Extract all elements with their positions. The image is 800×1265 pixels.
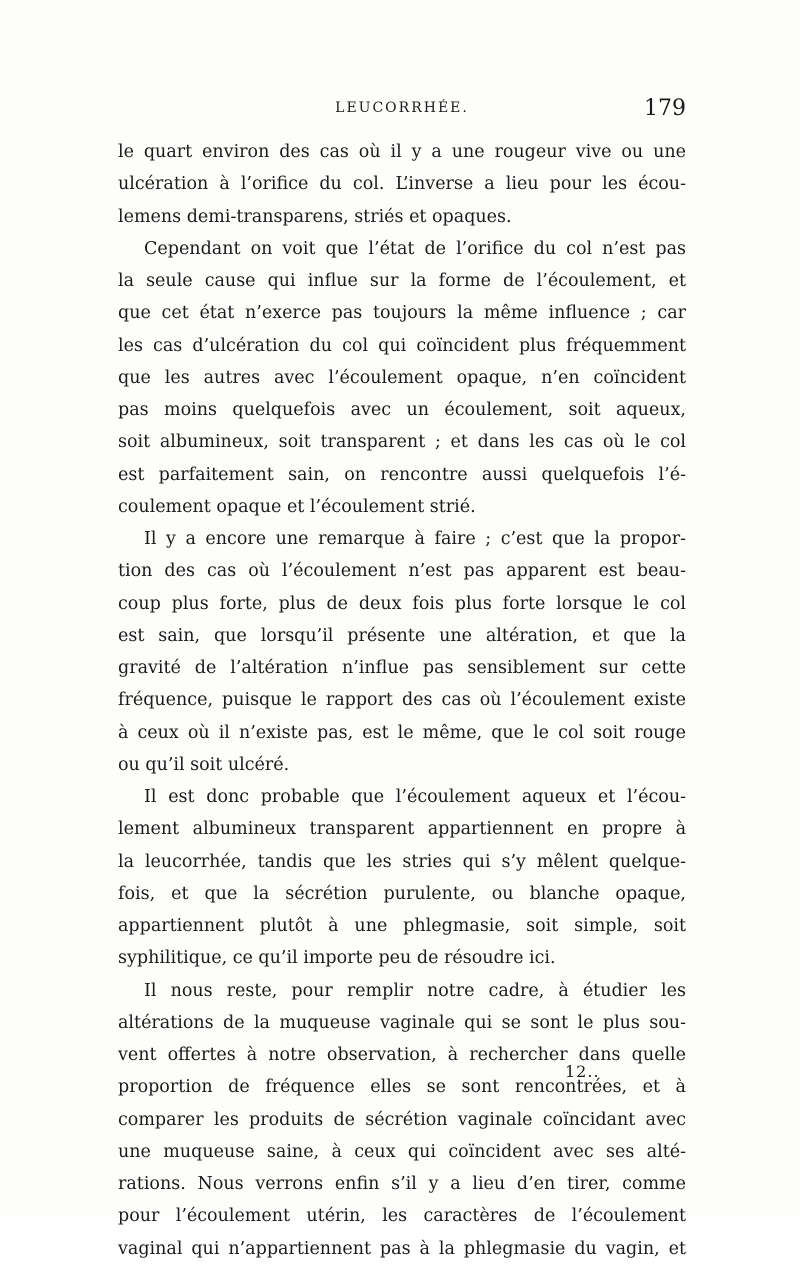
- text-line: coulement opaque et l’écoulement strié.: [118, 496, 476, 517]
- running-title: LEUCORRHÉE.: [335, 100, 469, 116]
- text-line: altérations de la muqueuse vaginale qui se sont le plus sou-: [118, 1012, 686, 1033]
- text-line: soit albumineux, soit transparent ; et dans les cas où le col: [118, 432, 686, 453]
- text-line: rations. Nous verrons enfin s’il y a lieu d’en tirer, comme: [118, 1174, 686, 1194]
- text-line: proportion de fréquence elles se sont rencontrées, et à: [118, 1077, 686, 1098]
- text-line: le quart environ des cas où il y a une rougeur vive ou une: [118, 142, 686, 162]
- paragraph-start-line: Cependant on voit que l’état de l’orifice du col n’est pas: [144, 238, 686, 259]
- paragraph-start-line: Il y a encore une remarque à faire ; c’est que la propor-: [144, 529, 686, 549]
- text-line: la seule cause qui influe sur la forme de l’écoulement, et: [118, 271, 686, 291]
- text-line: est sain, que lorsqu’il présente une altération, et que la: [118, 625, 686, 646]
- text-line: gravité de l’altération n’influe pas sensiblement sur cette: [118, 658, 686, 678]
- text-line: la leucorrhée, tandis que les stries qui s’y mêlent quelque-: [118, 851, 686, 872]
- text-line: comparer les produits de sécrétion vaginale coïncidant avec: [118, 1109, 686, 1130]
- text-line: lemens demi-transparens, striés et opaques.: [118, 206, 512, 227]
- text-line: vent offertes à notre observation, à rechercher dans quelle: [118, 1045, 686, 1065]
- text-line: ou qu’il soit ulcéré.: [118, 754, 290, 775]
- text-line: vaginal qui n’appartiennent pas à la phlegmasie du vagin, et: [118, 1238, 686, 1259]
- text-line: ulcération à l’orifice du col. L’inverse a lieu pour les écou-: [118, 174, 686, 195]
- text-line: pour l’écoulement utérin, les caractères de l’écoulement: [118, 1206, 686, 1227]
- text-line: pas moins quelquefois avec un écoulement, soit aqueux,: [118, 400, 686, 420]
- paragraph-start-line: Il est donc probable que l’écoulement aqueux et l’écou-: [144, 787, 686, 807]
- text-line: une muqueuse saine, à ceux qui coïncident avec ses alté-: [118, 1141, 686, 1162]
- text-line: est parfaitement sain, on rencontre aussi quelquefois l’é-: [118, 464, 686, 485]
- text-line: syphilitique, ce qu’il importe peu de résoudre ici.: [118, 948, 556, 969]
- text-line: à ceux où il n’existe pas, est le même, que le col soit rouge: [118, 722, 686, 743]
- text-line: appartiennent plutôt à une phlegmasie, soit simple, soit: [118, 916, 686, 936]
- body-text: [118, 136, 686, 1265]
- text-line: lement albumineux transparent appartiennent en propre à: [118, 819, 686, 840]
- text-line: les cas d’ulcération du col qui coïncident plus fréquemment: [118, 335, 686, 356]
- text-line: tion des cas où l’écoulement n’est pas apparent est beau-: [118, 561, 686, 582]
- text-line: que cet état n’exerce pas toujours la même influence ; car: [118, 303, 686, 324]
- text-line: que les autres avec l’écoulement opaque, n’en coïncident: [118, 367, 686, 388]
- text-line: coup plus forte, plus de deux fois plus forte lorsque le col: [118, 593, 686, 614]
- paragraph-start-line: Il nous reste, pour remplir notre cadre, à étudier les: [144, 980, 686, 1001]
- text-line: fois, et que la sécrétion purulente, ou blanche opaque,: [118, 883, 686, 904]
- signature-mark: 12..: [565, 1062, 600, 1081]
- text-line: fréquence, puisque le rapport des cas où l’écoulement existe: [118, 690, 686, 711]
- page-header: [118, 96, 686, 130]
- page-number: 179: [644, 96, 686, 121]
